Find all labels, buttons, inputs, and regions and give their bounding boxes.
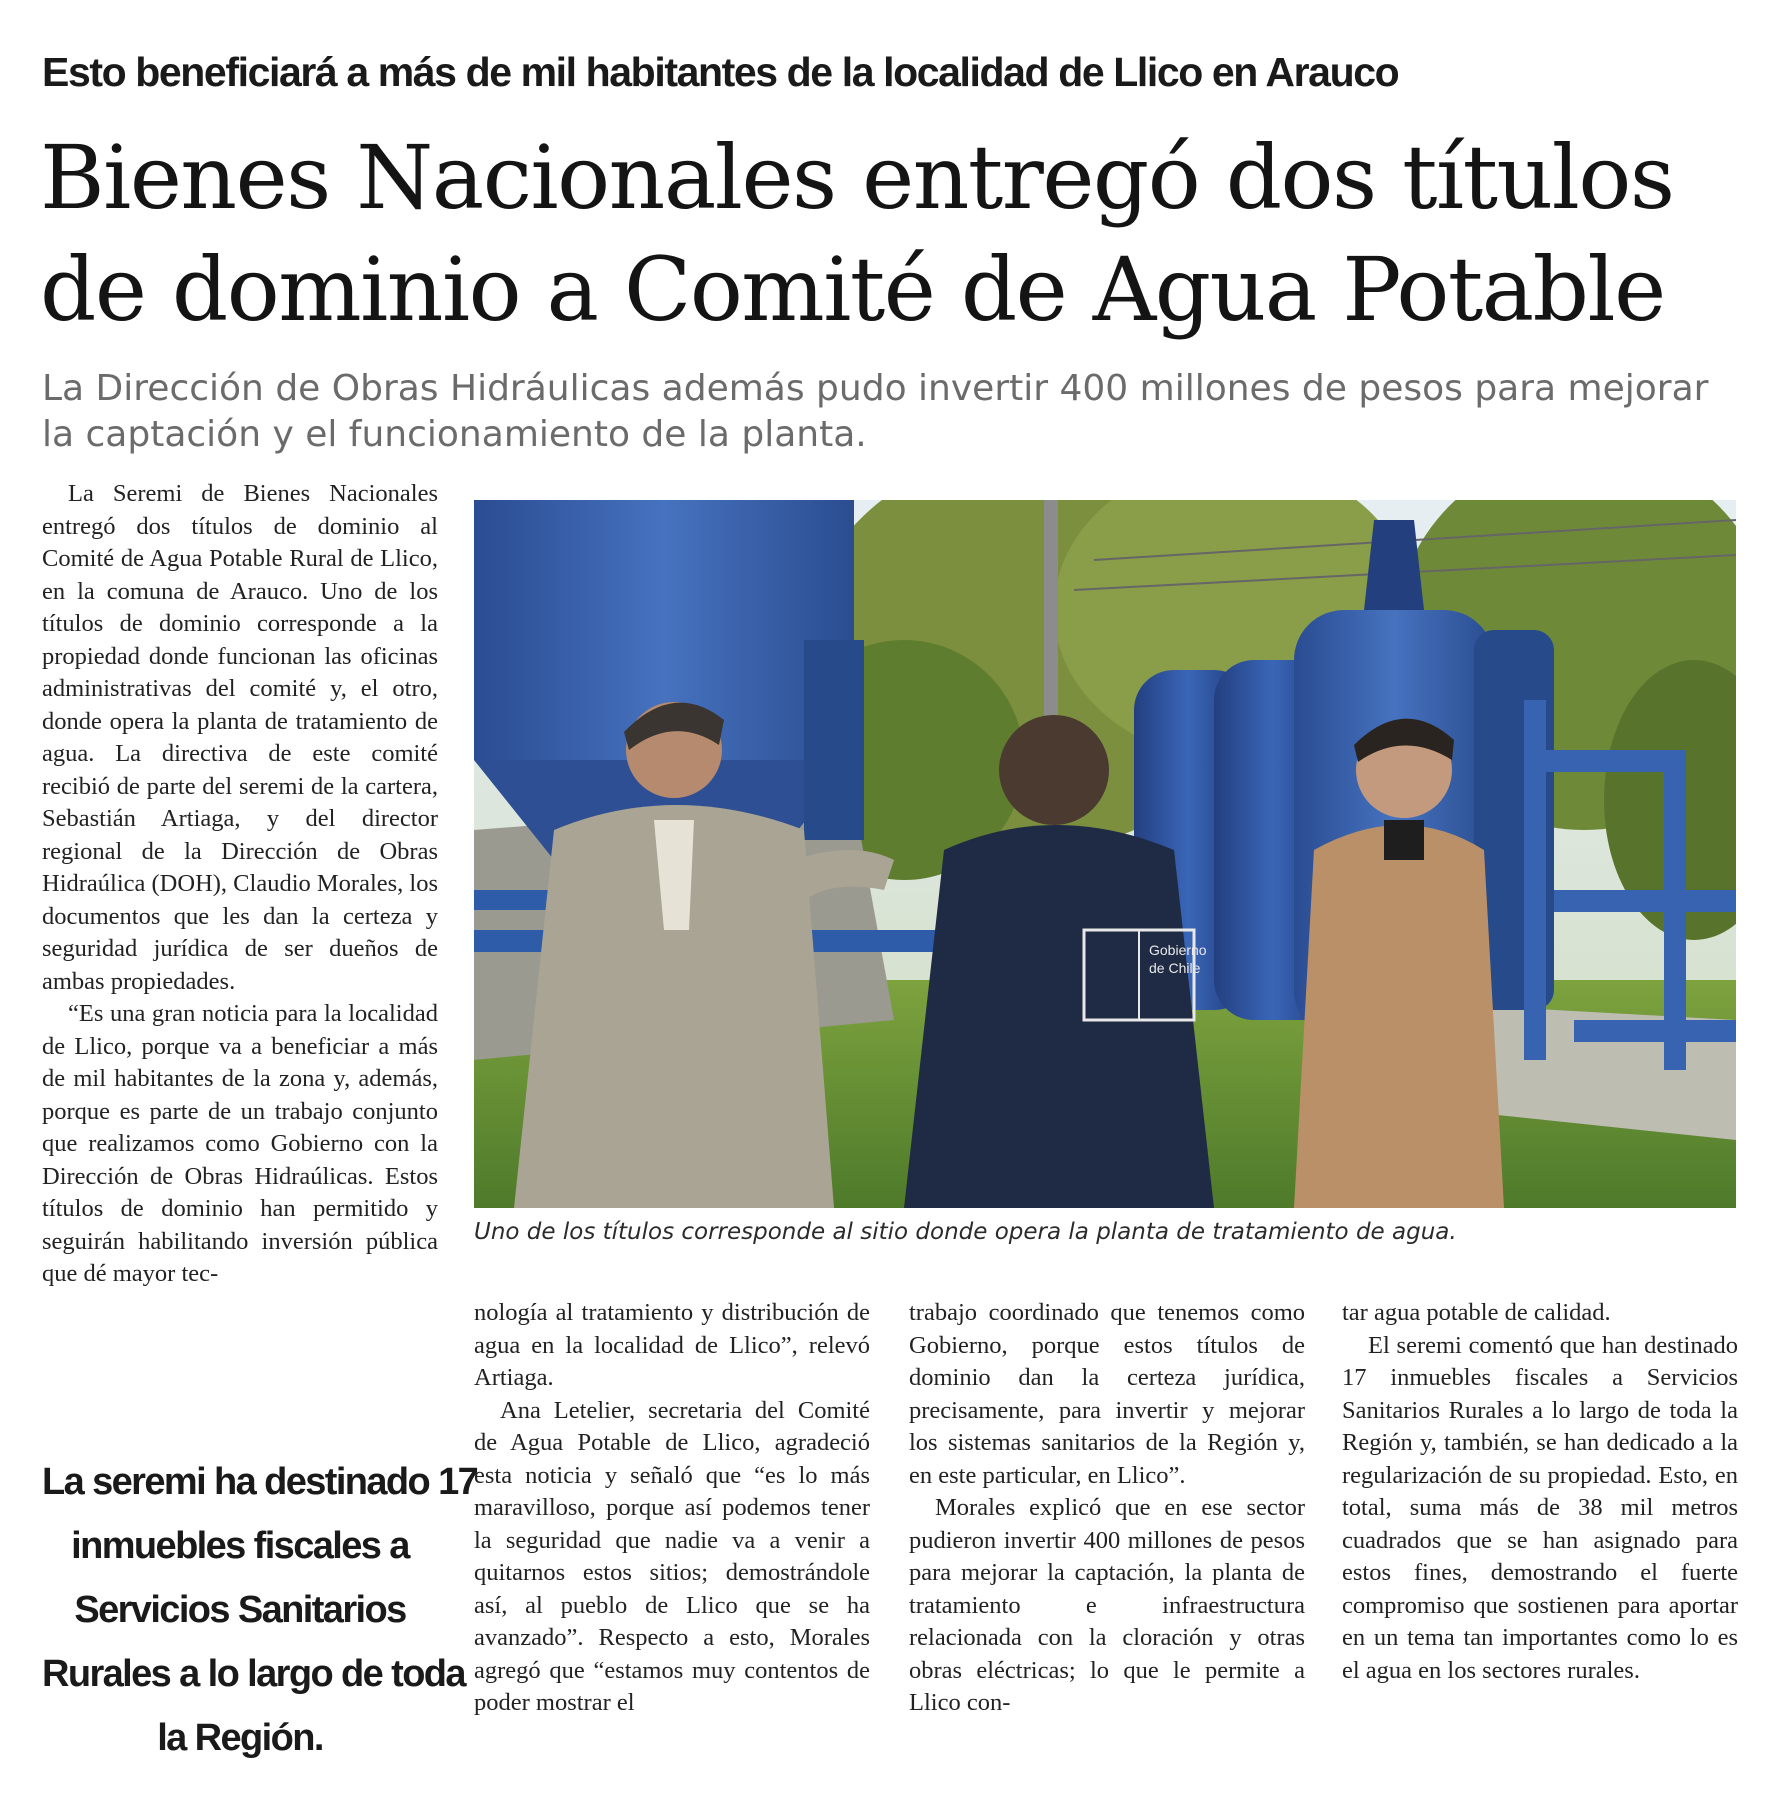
body-paragraph: Ana Letelier, secretaria del Comité de Agua Potable de Llico, agradeció esta noticia y señaló que “es lo más maravilloso, porque así podemos tener la seguridad que nadie va a venir a quitarnos estos sitios; demostrándole así, al pueblo de Llico que se ha avanzado”. Respecto a esto, Morales agregó que “estamos muy contentos de poder mostrar el	[474, 1396, 870, 1716]
deck-line-1: La Dirección de Obras Hidráulicas además pudo invertir 400 millones de pesos para mejorar	[42, 368, 1709, 409]
pull-quote-line: La seremi ha destinado 17	[42, 1461, 478, 1503]
pull-quote-line: inmuebles fiscales a	[71, 1525, 409, 1567]
article-headline	[40, 122, 1760, 346]
article-photo	[474, 500, 1736, 1208]
jacket-logo-text: Gobierno	[1149, 942, 1207, 958]
pull-quote-line: Servicios Sanitarios	[74, 1589, 406, 1631]
deck-line-2: la captación y el funcionamiento de la planta.	[42, 414, 867, 455]
pull-quote	[42, 1450, 478, 1770]
body-column-2	[474, 1297, 870, 1720]
body-paragraph: Morales explicó que en ese sector pudieron invertir 400 millones de pesos para mejorar la captación, la planta de tratamiento e infraestructura relacionada con la cloración y otras obras eléctricas; lo que le permite a Llico con-	[909, 1494, 1305, 1716]
body-paragraph: nología al tratamiento y distribución de agua en la localidad de Llico”, relevó Artiaga.	[474, 1299, 870, 1391]
body-column-4	[1342, 1297, 1738, 1687]
article-kicker: Esto beneficiará a más de mil habitantes de la localidad de Llico en Arauco	[42, 49, 1399, 95]
body-paragraph: El seremi comentó que han destinado 17 inmuebles fiscales a Servicios Sanitarios Rurales a lo largo de toda la Región y, también, se han dedicado a la regularización de su propiedad. Esto, en total, suma más de 38 mil metros cuadrados que se han asignado para estos fines, demostrando el fuerte compromiso que sostienen para aportar en un tema tan importantes como lo es el agua en los sectores rurales.	[1342, 1331, 1738, 1684]
headline-line-2: de dominio a Comité de Agua Potable	[40, 238, 1665, 341]
body-paragraph: La Seremi de Bienes Nacionales entregó dos títulos de dominio al Comité de Agua Potable Rural de Llico, en la comuna de Arauco. Uno de los títulos de dominio corresponde a la propiedad donde funcionan las oficinas administrativas del comité y, el otro, donde opera la planta de tratamiento de agua. La directiva de este comité recibió de parte del seremi de la cartera, Sebastián Artiaga, y del director regional de la Dirección de Obras Hidraúlica (DOH), Claudio Morales, los documentos que les dan la certeza y seguridad jurídica de ser dueños de ambas propiedades.	[42, 480, 438, 995]
body-paragraph: trabajo coordinado que tenemos como Gobierno, porque estos títulos de dominio dan la certeza jurídica, precisamente, para invertir y mejorar los sistemas sanitarios de la Región y, en este particular, en Llico”.	[909, 1299, 1305, 1489]
article-deck	[42, 366, 1742, 458]
body-column-1	[42, 478, 438, 1291]
photo-caption: Uno de los títulos corresponde al sitio donde opera la planta de tratamiento de agua.	[474, 1219, 1457, 1245]
pull-quote-line: la Región.	[157, 1717, 323, 1759]
body-column-3	[909, 1297, 1305, 1720]
svg-text:de Chile: de Chile	[1149, 960, 1201, 976]
pull-quote-line: Rurales a lo largo de toda	[42, 1653, 465, 1695]
headline-line-1: Bienes Nacionales entregó dos títulos	[40, 126, 1674, 229]
body-paragraph: tar agua potable de calidad.	[1342, 1299, 1611, 1326]
body-paragraph: “Es una gran noticia para la localidad de Llico, porque va a beneficiar a más de mil habitantes de la zona y, además, porque es parte de un trabajo conjunto que realizamos como Gobierno con la Dirección de Obras Hidraúlicas. Estos títulos de dominio han permitido y seguirán habilitando inversión pública que dé mayor tec-	[42, 1000, 438, 1287]
